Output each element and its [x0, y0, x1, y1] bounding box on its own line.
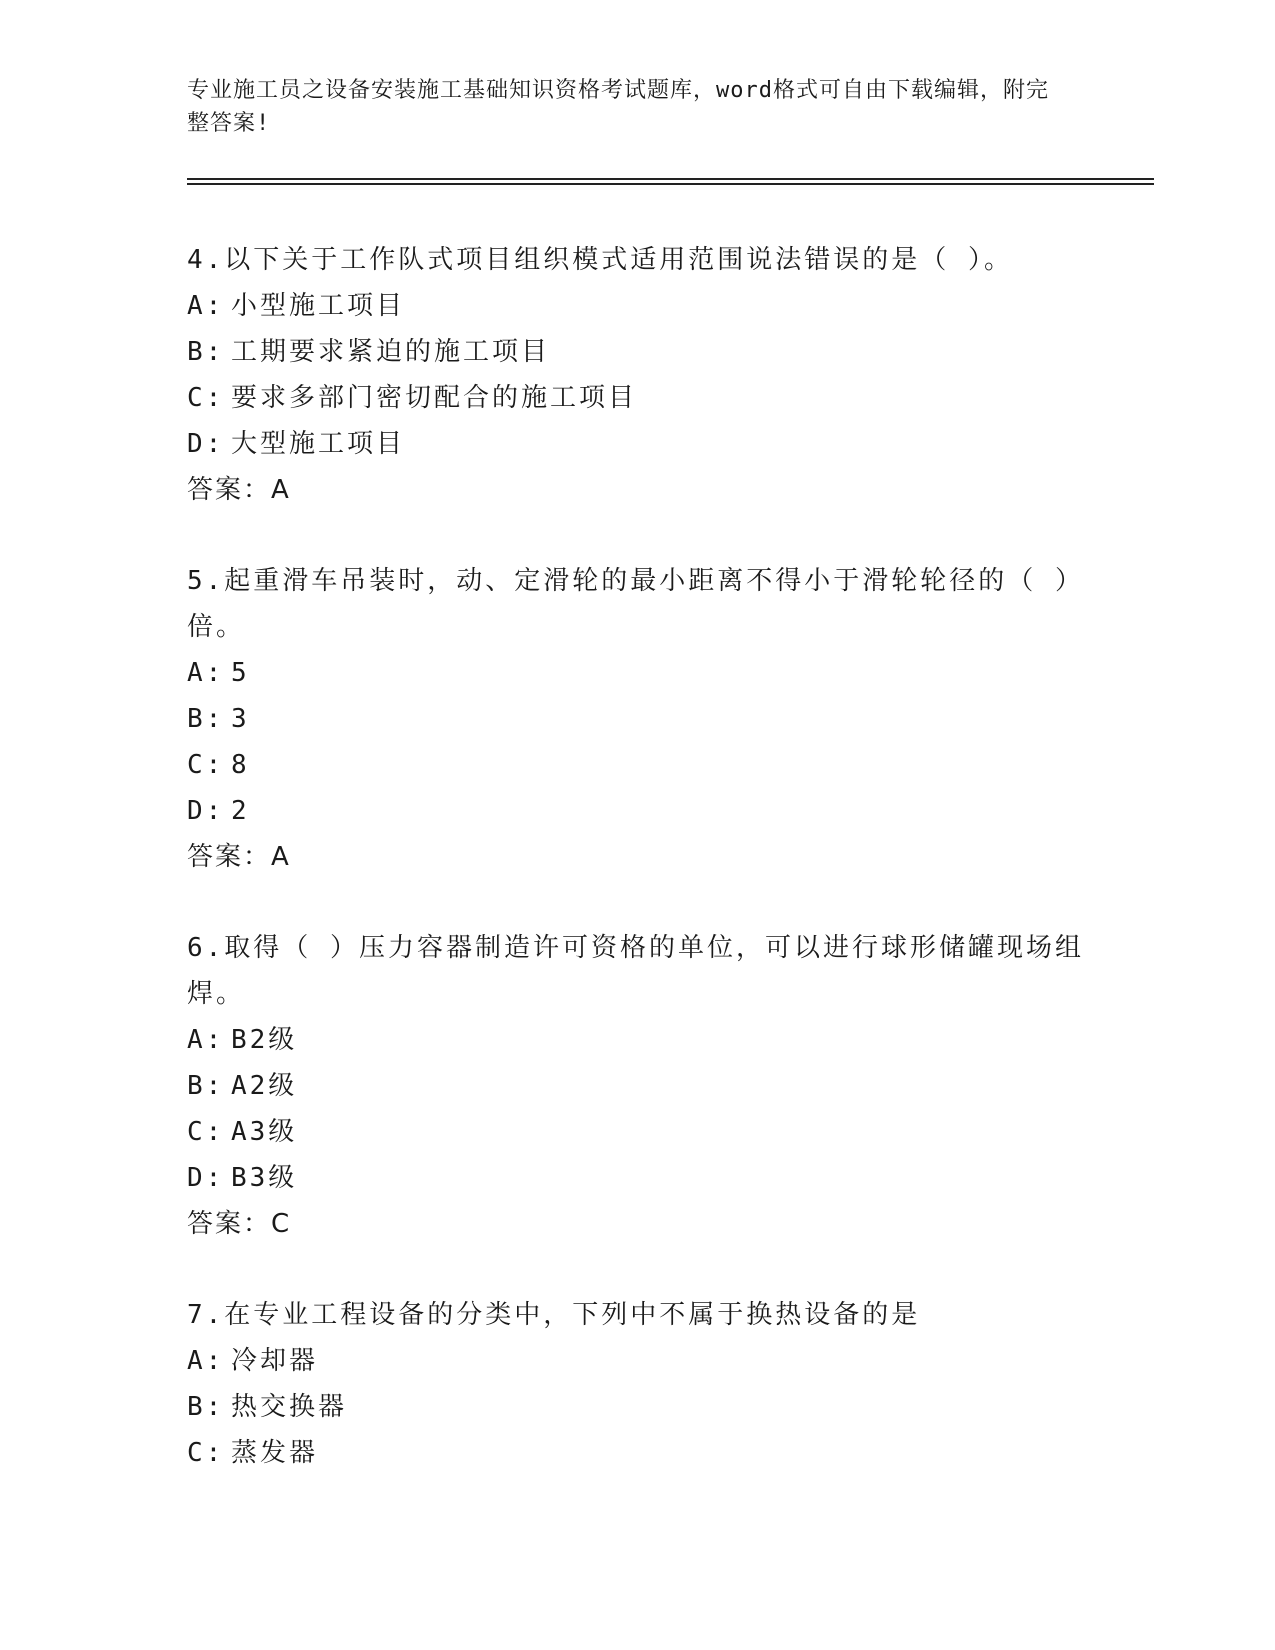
option-text: A2级 [231, 1071, 298, 1101]
question-7 [187, 1292, 1087, 1476]
option-c [187, 1109, 1087, 1155]
option-text: 蒸发器 [231, 1438, 319, 1468]
option-text: 3 [231, 704, 250, 734]
option-b [187, 329, 1087, 375]
option-letter: A: [187, 658, 225, 688]
option-text: 2 [231, 796, 250, 826]
question-stem: 7.在专业工程设备的分类中，下列中不属于换热设备的是 [187, 1300, 921, 1330]
option-letter: B: [187, 1392, 225, 1422]
option-d [187, 421, 1087, 467]
question-list [187, 237, 1087, 1521]
option-text: 要求多部门密切配合的施工项目 [231, 383, 638, 413]
question-stem: 4.以下关于工作队式项目组织模式适用范围说法错误的是（ ）。 [187, 245, 1013, 275]
option-letter: B: [187, 1071, 225, 1101]
option-d [187, 788, 1087, 834]
answer-line: 答案：A [187, 475, 291, 505]
option-a [187, 1017, 1087, 1063]
option-text: B3级 [231, 1163, 298, 1193]
question-5 [187, 558, 1087, 880]
option-letter: C: [187, 1438, 225, 1468]
option-letter: C: [187, 750, 225, 780]
option-letter: C: [187, 383, 225, 413]
option-letter: D: [187, 429, 225, 459]
option-d [187, 1155, 1087, 1201]
option-text: A3级 [231, 1117, 298, 1147]
header-text: 专业施工员之设备安装施工基础知识资格考试题库，word格式可自由下载编辑，附完整答案! [187, 78, 1049, 136]
option-text: 8 [231, 750, 250, 780]
option-text: 热交换器 [231, 1392, 348, 1422]
option-letter: D: [187, 1163, 225, 1193]
option-text: 冷却器 [231, 1346, 319, 1376]
option-letter: A: [187, 1025, 225, 1055]
option-text: 5 [231, 658, 250, 688]
document-header [187, 74, 1067, 140]
option-text: 工期要求紧迫的施工项目 [231, 337, 551, 367]
header-divider-top [187, 178, 1154, 180]
question-4 [187, 237, 1087, 513]
option-c [187, 1430, 1087, 1476]
option-letter: A: [187, 1346, 225, 1376]
answer-line: 答案：A [187, 842, 291, 872]
option-letter: B: [187, 337, 225, 367]
option-a [187, 650, 1087, 696]
option-letter: A: [187, 291, 225, 321]
option-letter: B: [187, 704, 225, 734]
question-stem: 5.起重滑车吊装时，动、定滑轮的最小距离不得小于滑轮轮径的（ ）倍。 [187, 566, 1084, 642]
question-stem: 6.取得（ ）压力容器制造许可资格的单位，可以进行球形储罐现场组焊。 [187, 933, 1084, 1009]
option-text: B2级 [231, 1025, 298, 1055]
option-c [187, 375, 1087, 421]
option-letter: C: [187, 1117, 225, 1147]
option-c [187, 742, 1087, 788]
option-a [187, 1338, 1087, 1384]
option-letter: D: [187, 796, 225, 826]
answer-line: 答案：C [187, 1209, 292, 1239]
header-divider-bottom [187, 183, 1154, 185]
option-b [187, 1063, 1087, 1109]
option-a [187, 283, 1087, 329]
option-b [187, 1384, 1087, 1430]
question-6 [187, 925, 1087, 1247]
option-b [187, 696, 1087, 742]
option-text: 小型施工项目 [231, 291, 406, 321]
option-text: 大型施工项目 [231, 429, 406, 459]
